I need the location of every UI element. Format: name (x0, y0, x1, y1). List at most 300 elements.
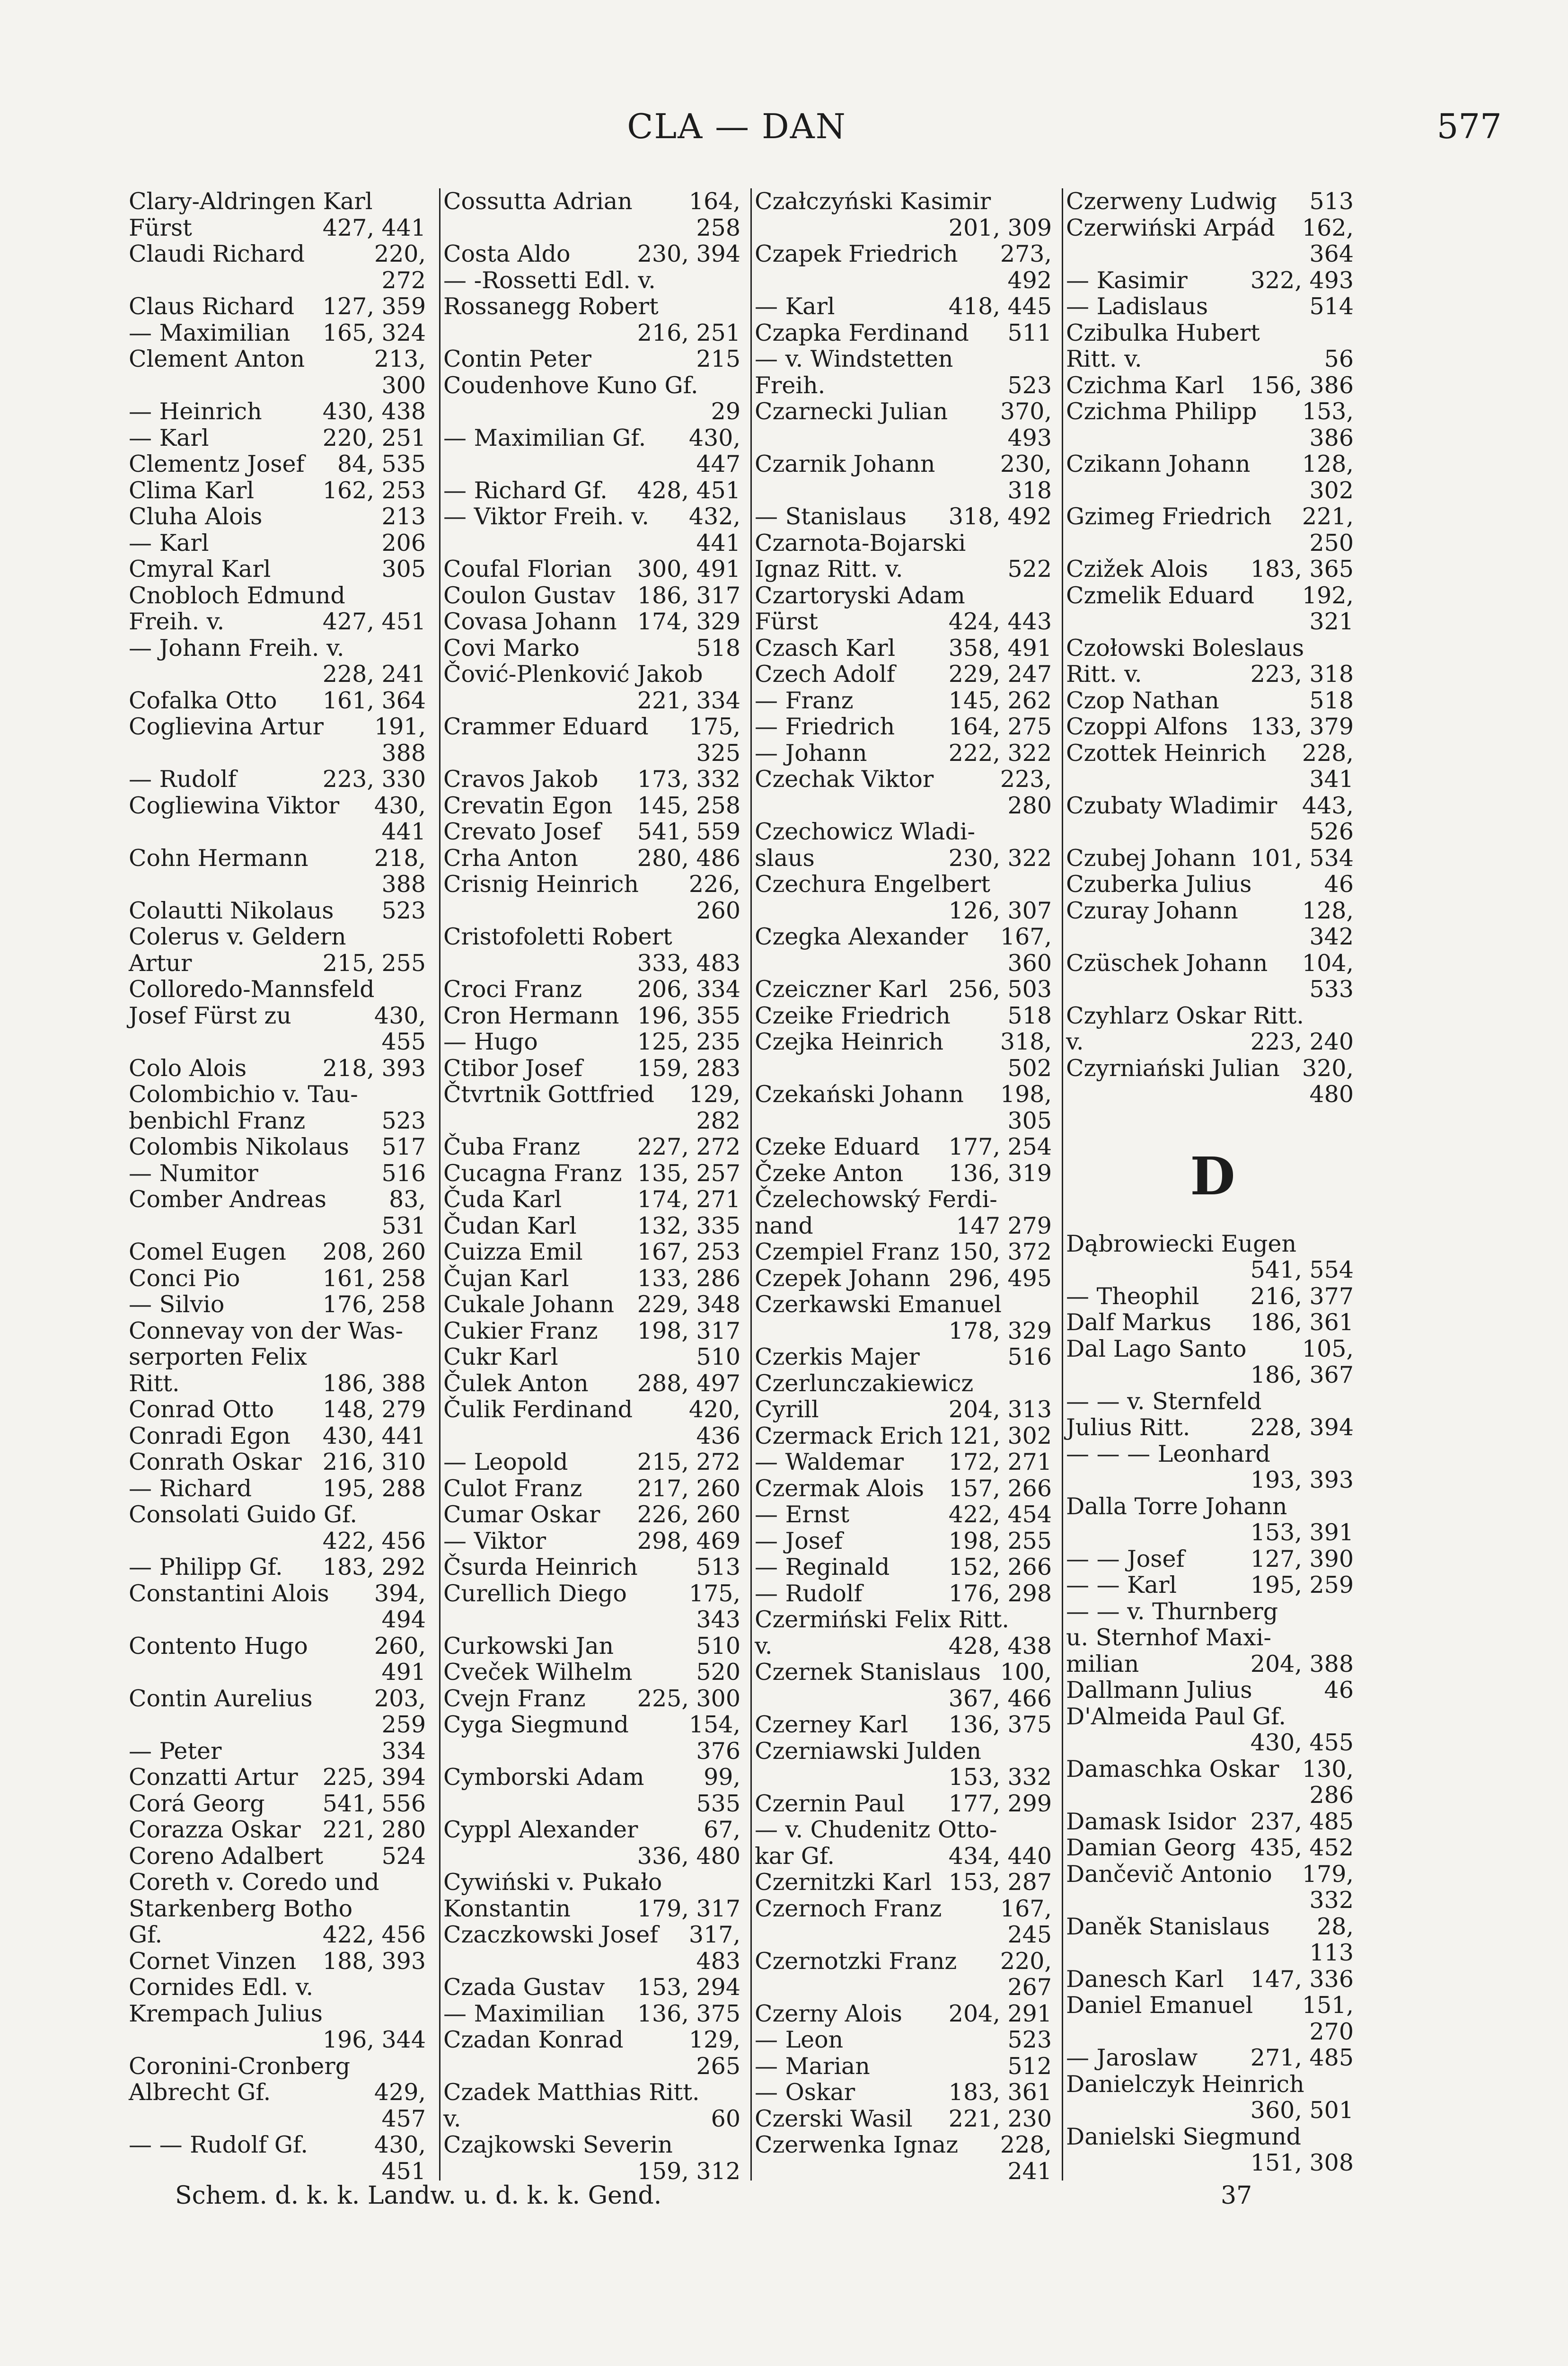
entry-pages: 430, 455 (1250, 1729, 1354, 1756)
entry-name: — Heinrich (129, 398, 262, 425)
index-entry (129, 1554, 432, 1580)
entry-name: Czechak Viktor (755, 766, 934, 793)
index-entry (1066, 477, 1359, 504)
index-entry (1066, 1441, 1359, 1467)
entry-name: — Friedrich (755, 713, 895, 740)
entry-pages: 286 (1309, 1782, 1354, 1809)
index-entry (443, 1607, 746, 1633)
entry-name: Conci Pio (129, 1264, 240, 1292)
entry-name: — Maximilian Gf. (443, 424, 646, 451)
entry-pages: 430, 441 (322, 1422, 426, 1449)
index-entry (755, 1134, 1057, 1160)
entry-name: — Viktor Freih. v. (443, 503, 649, 530)
entry-pages: 427, 441 (322, 214, 426, 241)
index-entry (443, 1318, 746, 1344)
index-entry (755, 1686, 1057, 1712)
index-entry (1066, 1940, 1359, 1966)
entry-pages: 213 (381, 503, 426, 530)
entry-pages: 305 (1007, 1107, 1052, 1134)
index-column-1 (129, 188, 432, 2185)
index-entry (755, 1922, 1057, 1948)
entry-pages: 443, (1302, 792, 1354, 819)
entry-pages: 418, 445 (948, 293, 1052, 320)
entry-pages: 167, (1000, 923, 1052, 950)
index-entry (1066, 1809, 1359, 1835)
index-entry (1066, 215, 1359, 241)
index-entry (1066, 635, 1359, 662)
entry-name: — Johann (755, 739, 867, 767)
entry-name: Coreth v. Coredo und (129, 1869, 379, 1896)
entry-pages: 250 (1309, 529, 1354, 556)
index-entry (1066, 241, 1359, 267)
index-entry (443, 1554, 746, 1580)
entry-name: Conzatti Artur (129, 1764, 298, 1791)
entry-name: Czerkawski Emanuel (755, 1291, 1002, 1318)
index-entry (755, 398, 1057, 425)
entry-name: — -Rossetti Edl. v. (443, 266, 656, 294)
index-entry (755, 1344, 1057, 1370)
entry-pages: 135, 257 (637, 1159, 740, 1187)
index-entry (443, 793, 746, 819)
index-entry (129, 1896, 432, 1922)
index-entry (129, 398, 432, 425)
entry-pages: 288, 497 (637, 1369, 740, 1397)
entry-name: Czekański Johann (755, 1081, 964, 1108)
index-entry (1066, 1029, 1359, 1055)
entry-pages: 360 (1007, 949, 1052, 977)
entry-name: Czerney Karl (755, 1711, 908, 1738)
index-entry (1066, 583, 1359, 609)
index-entry (1066, 2045, 1359, 2071)
entry-name: Artur (129, 949, 192, 977)
index-entry (755, 1764, 1057, 1791)
entry-name: — Waldemar (755, 1448, 904, 1475)
entry-pages: 198, 255 (948, 1527, 1052, 1554)
index-entry (129, 1029, 432, 1055)
entry-pages: 516 (1007, 1343, 1052, 1370)
index-entry (755, 1659, 1057, 1686)
entry-pages: 167, 253 (637, 1238, 740, 1265)
entry-name: Czerniawski Julden (755, 1737, 981, 1765)
entry-name: Dalf Markus (1066, 1309, 1212, 1336)
index-entry (129, 1922, 432, 1948)
entry-name: Czajkowski Severin (443, 2131, 673, 2158)
index-entry (129, 609, 432, 635)
entry-pages: 360, 501 (1250, 2097, 1354, 2124)
index-entry (129, 477, 432, 504)
entry-name: Danielski Siegmund (1066, 2123, 1302, 2150)
entry-name: Czejka Heinrich (755, 1028, 944, 1055)
index-entry (443, 1974, 746, 2001)
entry-name: Curkowski Jan (443, 1632, 614, 1660)
entry-name: Constantini Alois (129, 1580, 329, 1607)
entry-name: Crha Anton (443, 844, 578, 872)
entry-pages: 175, (688, 713, 740, 740)
index-entry (755, 241, 1057, 267)
entry-name: — Oskar (755, 2079, 855, 2106)
index-entry (443, 2132, 746, 2158)
index-entry (443, 2027, 746, 2053)
index-entry (1066, 2097, 1359, 2124)
index-entry (1066, 2019, 1359, 2045)
index-entry (129, 1134, 432, 1160)
entry-pages: 367, 466 (948, 1685, 1052, 1712)
entry-pages: 153, 287 (948, 1869, 1052, 1896)
entry-pages: 318, 492 (948, 503, 1052, 530)
entry-name: Czeke Eduard (755, 1133, 920, 1160)
entry-pages: 480 (1309, 1081, 1354, 1108)
entry-name: Cukr Karl (443, 1343, 558, 1370)
index-entry (755, 871, 1057, 898)
index-entry (1066, 346, 1359, 372)
entry-pages: 432, (688, 503, 740, 530)
index-entry (443, 871, 746, 898)
entry-pages: 216, 310 (322, 1448, 426, 1475)
index-entry (129, 1396, 432, 1423)
entry-name: Claudi Richard (129, 240, 305, 267)
entry-name: Cukier Franz (443, 1317, 598, 1344)
index-entry (129, 451, 432, 477)
entry-name: Čsurda Heinrich (443, 1554, 638, 1580)
entry-pages: 196, 344 (322, 2026, 426, 2053)
index-entry (443, 1108, 746, 1134)
index-entry (129, 1501, 432, 1528)
entry-pages: 341 (1309, 766, 1354, 793)
entry-pages: 428, 438 (948, 1632, 1052, 1660)
index-entry (129, 2027, 432, 2053)
entry-name: Colautti Nikolaus (129, 897, 334, 924)
entry-pages: 522 (1007, 556, 1052, 583)
entry-pages: 195, 259 (1250, 1571, 1354, 1598)
index-entry (443, 503, 746, 530)
entry-name: Čzeke Anton (755, 1159, 904, 1187)
entry-pages: 300, 491 (637, 556, 740, 583)
entry-name: Czarnota-Bojarski (755, 529, 966, 556)
entry-name: Dąbrowiecki Eugen (1066, 1230, 1297, 1257)
index-entry (443, 2001, 746, 2027)
entry-pages: 179, (1302, 1860, 1354, 1888)
index-entry (755, 1896, 1057, 1922)
index-entry (443, 2079, 746, 2106)
entry-name: Covasa Johann (443, 608, 617, 635)
entry-pages: 516 (381, 1159, 426, 1187)
index-entry (129, 1974, 432, 2001)
index-entry (129, 320, 432, 346)
entry-name: Crevato Josef (443, 818, 601, 845)
entry-name: Coufal Florian (443, 556, 612, 583)
entry-pages: 226, 260 (637, 1501, 740, 1528)
entry-name: Czubaty Wladimir (1066, 792, 1277, 819)
index-entry (129, 1869, 432, 1896)
entry-name: Ritt. (129, 1369, 180, 1397)
entry-name: Clementz Josef (129, 450, 305, 477)
entry-pages: 321 (1309, 608, 1354, 635)
index-entry (443, 1423, 746, 1449)
entry-pages: 388 (381, 871, 426, 898)
entry-name: Cucagna Franz (443, 1159, 622, 1187)
index-entry (1066, 1362, 1359, 1388)
entry-pages: 343 (696, 1606, 740, 1633)
entry-pages: 229, 247 (948, 661, 1052, 688)
index-entry (1066, 503, 1359, 530)
entry-pages: 130, (1302, 1755, 1354, 1783)
index-entry (443, 976, 746, 1003)
entry-name: — Karl (129, 424, 209, 451)
index-entry (443, 1186, 746, 1213)
entry-pages: 320, (1302, 1054, 1354, 1082)
entry-name: Fürst (129, 214, 192, 241)
index-entry (755, 1475, 1057, 1502)
entry-name: Colerus v. Geldern (129, 923, 346, 950)
entry-name: Cymborski Adam (443, 1764, 644, 1791)
signature-number: 37 (1221, 2181, 1252, 2210)
index-entry (129, 1186, 432, 1213)
entry-pages: 332 (1309, 1887, 1354, 1914)
index-entry (755, 1318, 1057, 1344)
entry-name: Czapka Ferdinand (755, 319, 969, 346)
entry-name: — Karl (755, 293, 835, 320)
entry-pages: 298, 469 (637, 1527, 740, 1554)
entry-pages: 296, 495 (948, 1264, 1052, 1292)
index-entry (755, 1554, 1057, 1580)
index-entry (1066, 1081, 1359, 1108)
index-entry (755, 1370, 1057, 1397)
entry-name: Damian Georg (1066, 1834, 1236, 1861)
entry-name: Czechura Engelbert (755, 871, 990, 898)
entry-name: Clima Karl (129, 477, 255, 504)
index-entry (443, 1791, 746, 1817)
entry-name: Conrath Oskar (129, 1448, 302, 1475)
entry-pages: 430, (688, 424, 740, 451)
entry-pages: 230, (1000, 450, 1052, 477)
entry-name: Contento Hugo (129, 1632, 308, 1660)
index-entry (129, 1108, 432, 1134)
entry-pages: 132, 335 (637, 1212, 740, 1239)
page-footer (175, 2181, 1358, 2219)
entry-pages: 161, 364 (322, 687, 426, 714)
entry-pages: 133, 286 (637, 1264, 740, 1292)
entry-pages: 228, (1302, 739, 1354, 767)
entry-pages: 29 (711, 398, 740, 425)
entry-name: Fürst (755, 608, 818, 635)
entry-pages: 223, 330 (322, 766, 426, 793)
entry-pages: 101, 534 (1250, 844, 1354, 872)
entry-name: Cywiński v. Pukało (443, 1869, 662, 1896)
entry-pages: 333, 483 (637, 949, 740, 977)
index-entry (755, 819, 1057, 845)
index-entry (1066, 766, 1359, 793)
entry-pages: 215, 255 (322, 949, 426, 977)
entry-name: Clement Anton (129, 345, 305, 372)
index-entry (129, 714, 432, 740)
entry-pages: 272 (381, 266, 426, 294)
index-entry (755, 293, 1057, 320)
entry-pages: 223, 240 (1250, 1028, 1354, 1055)
entry-name: Comel Eugen (129, 1238, 286, 1265)
index-column-4 (1062, 188, 1359, 2181)
entry-pages: 237, 485 (1250, 1808, 1354, 1835)
entry-name: Čulek Anton (443, 1369, 589, 1397)
index-entry (755, 1423, 1057, 1449)
entry-pages: 215, 272 (637, 1448, 740, 1475)
entry-pages: 280, 486 (637, 844, 740, 872)
entry-name: Czarnecki Julian (755, 398, 948, 425)
index-entry (755, 267, 1057, 294)
entry-name: Albrecht Gf. (129, 2079, 271, 2106)
entry-pages: 511 (1007, 319, 1052, 346)
index-entry (129, 2001, 432, 2027)
entry-name: Czichma Philipp (1066, 398, 1257, 425)
index-entry (443, 1265, 746, 1292)
entry-pages: 457 (381, 2105, 426, 2132)
entry-pages: 523 (381, 1107, 426, 1134)
entry-name: Ctibor Josef (443, 1054, 583, 1082)
index-entry (443, 1896, 746, 1922)
index-entry (129, 1213, 432, 1239)
entry-pages: 220, (374, 240, 426, 267)
index-entry (755, 1160, 1057, 1187)
entry-name: Cyga Siegmund (443, 1711, 629, 1738)
index-entry (1066, 1388, 1359, 1415)
entry-pages: 435, 452 (1250, 1834, 1354, 1861)
index-entry (755, 556, 1057, 583)
entry-pages: 483 (696, 1947, 740, 1975)
index-entry (1066, 1704, 1359, 1730)
index-entry (129, 924, 432, 950)
entry-name: Cvejn Franz (443, 1685, 586, 1712)
entry-name: Gzimeg Friedrich (1066, 503, 1272, 530)
entry-pages: 145, 258 (637, 792, 740, 819)
index-entry (755, 1738, 1057, 1765)
entry-name: Starkenberg Botho (129, 1895, 353, 1922)
entry-pages: 334 (381, 1737, 426, 1765)
entry-name: Colo Alois (129, 1054, 247, 1082)
index-entry (129, 1817, 432, 1843)
index-entry (129, 1475, 432, 1502)
index-entry (129, 1843, 432, 1870)
entry-name: Čulik Ferdinand (443, 1396, 633, 1423)
entry-name: Cumar Oskar (443, 1501, 600, 1528)
entry-pages: 201, 309 (948, 214, 1052, 241)
entry-name: Czottek Heinrich (1066, 739, 1267, 767)
index-entry (129, 1423, 432, 1449)
index-entry (1066, 1414, 1359, 1441)
entry-pages: 223, 318 (1250, 661, 1354, 688)
index-entry (755, 2132, 1057, 2158)
entry-pages: 46 (1324, 871, 1354, 898)
entry-pages: 427, 451 (322, 608, 426, 635)
entry-name: Danesch Karl (1066, 1965, 1224, 1993)
index-entry (129, 1370, 432, 1397)
entry-name: milian (1066, 1650, 1139, 1677)
entry-pages: 228, (1000, 2131, 1052, 2158)
index-entry (755, 425, 1057, 451)
entry-pages: 447 (696, 450, 740, 477)
index-entry (129, 1081, 432, 1108)
entry-pages: 183, 361 (948, 2079, 1052, 2106)
index-entry (755, 766, 1057, 793)
index-entry (1066, 2124, 1359, 2150)
entry-name: Cron Hermann (443, 1002, 619, 1029)
entry-name: — Franz (755, 687, 854, 714)
entry-name: Czerlunczakiewicz (755, 1369, 974, 1397)
entry-pages: 225, 300 (637, 1685, 740, 1712)
entry-pages: 175, (688, 1580, 740, 1607)
entry-name: Conradi Egon (129, 1422, 291, 1449)
entry-name: Czüschek Johann (1066, 949, 1268, 977)
entry-name: v. (1066, 1028, 1084, 1055)
index-entry (1066, 1572, 1359, 1598)
entry-name: — Rudolf (755, 1580, 863, 1607)
index-entry (443, 819, 746, 845)
entry-name: — Numitor (129, 1159, 258, 1187)
index-entry (1066, 1257, 1359, 1283)
entry-pages: 520 (696, 1659, 740, 1686)
entry-pages: 386 (1309, 424, 1354, 451)
entry-pages: 302 (1309, 477, 1354, 504)
entry-name: Danielczyk Heinrich (1066, 2070, 1304, 2098)
index-entry (443, 2106, 746, 2132)
entry-name: Coulon Gustav (443, 582, 616, 609)
index-entry (443, 1134, 746, 1160)
index-entry (129, 793, 432, 819)
index-entry (1066, 530, 1359, 556)
index-entry (755, 976, 1057, 1003)
index-entry (443, 2053, 746, 2080)
entry-pages: 105, (1302, 1335, 1354, 1362)
entry-name: Dallmann Julius (1066, 1677, 1252, 1704)
index-entry (129, 1712, 432, 1738)
index-entry (129, 871, 432, 898)
index-entry (755, 609, 1057, 635)
index-entry (1066, 1598, 1359, 1625)
entry-name: — Rudolf (129, 766, 237, 793)
entry-name: — — v. Thurnberg (1066, 1598, 1278, 1625)
entry-name: Croci Franz (443, 976, 582, 1003)
entry-pages: 133, 379 (1250, 713, 1354, 740)
entry-name: Czižek Alois (1066, 556, 1208, 583)
entry-pages: 67, (704, 1816, 740, 1843)
entry-pages: 153, 391 (1250, 1519, 1354, 1546)
entry-name: Czernek Stanislaus (755, 1659, 981, 1686)
entry-pages: 127, 390 (1250, 1545, 1354, 1572)
entry-name: Czibulka Hubert (1066, 319, 1260, 346)
entry-pages: 523 (1007, 2026, 1052, 2053)
entry-name: Czegka Alexander (755, 923, 968, 950)
entry-name: — Josef (755, 1527, 843, 1554)
index-entry (443, 766, 746, 793)
entry-name: — — — Leonhard (1066, 1440, 1270, 1467)
index-entry (755, 1817, 1057, 1843)
index-entry (1066, 1730, 1359, 1756)
entry-pages: 136, 319 (948, 1159, 1052, 1187)
entry-name: Crevatin Egon (443, 792, 613, 819)
entry-name: Damaschka Oskar (1066, 1755, 1279, 1783)
entry-name: u. Sternhof Maxi- (1066, 1624, 1271, 1651)
entry-pages: 153, (1302, 398, 1354, 425)
entry-pages: 204, 313 (948, 1396, 1052, 1423)
entry-pages: 217, 260 (637, 1474, 740, 1502)
entry-name: Czechowicz Wladi- (755, 818, 976, 845)
index-entry (1066, 1055, 1359, 1082)
entry-pages: 203, (374, 1685, 426, 1712)
entry-name: Czernotzki Franz (755, 1947, 957, 1975)
index-entry (1066, 871, 1359, 898)
index-entry (443, 293, 746, 320)
index-entry (755, 1580, 1057, 1607)
index-entry (755, 1108, 1057, 1134)
entry-pages: 204, 388 (1250, 1650, 1354, 1677)
